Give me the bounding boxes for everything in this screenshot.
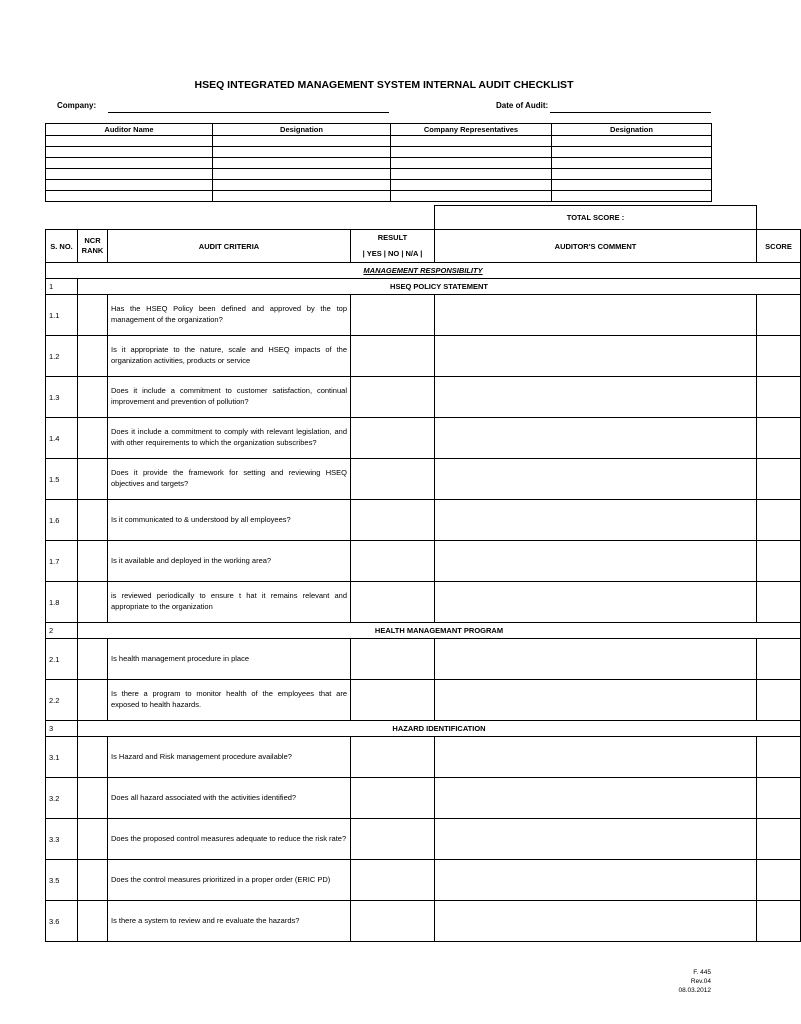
auditor-name-cell[interactable] [46,158,213,169]
auditor-row[interactable] [46,136,712,147]
section-title: HSEQ POLICY STATEMENT [78,279,801,295]
representative-cell[interactable] [391,169,552,180]
item-number: 1.1 [46,295,78,336]
checklist-item-row [46,500,801,541]
auditors-comment-cell[interactable] [435,778,757,819]
item-number: 3.2 [46,778,78,819]
auditor-table-header [46,124,712,136]
auditor-row[interactable] [46,147,712,158]
representative-designation-cell[interactable] [552,147,712,158]
auditors-comment-cell[interactable] [435,639,757,680]
item-number: 1.8 [46,582,78,623]
result-cell[interactable] [351,459,435,500]
auditor-name-cell[interactable] [46,191,213,202]
company-field[interactable] [108,112,389,113]
item-number: 1.3 [46,377,78,418]
score-cell[interactable] [757,901,801,942]
result-cell[interactable] [351,901,435,942]
item-number: 2.1 [46,639,78,680]
checklist-item-row [46,819,801,860]
ncr-rank-cell[interactable] [78,737,108,778]
audit-criteria-text: Does the control measures prioritized in a proper order (ERIC PD) [108,860,351,901]
management-responsibility-row [46,263,801,279]
sno-header: S. NO. [46,230,78,263]
audit-criteria-text: Is it appropriate to the nature, scale and HSEQ impacts of the organization activities, products or service [108,336,351,377]
section-title: HAZARD IDENTIFICATION [78,721,801,737]
ncr-rank-cell[interactable] [78,901,108,942]
ncr-rank-cell[interactable] [78,459,108,500]
representative-cell[interactable] [391,147,552,158]
result-cell[interactable] [351,336,435,377]
document-title: HSEQ INTEGRATED MANAGEMENT SYSTEM INTERNAL AUDIT CHECKLIST [194,79,574,91]
designation-cell[interactable] [213,158,391,169]
representative-cell[interactable] [391,158,552,169]
representative-designation-cell[interactable] [552,169,712,180]
representative-designation-header: Designation [552,124,712,136]
auditors-comment-cell[interactable] [435,901,757,942]
audit-criteria-text: Does it provide the framework for setting and reviewing HSEQ objectives and targets? [108,459,351,500]
checklist-header-row [46,230,801,263]
result-cell[interactable] [351,639,435,680]
total-score-row [46,206,801,230]
result-cell[interactable] [351,582,435,623]
audit-criteria-text: Does all hazard associated with the activities identified? [108,778,351,819]
auditor-name-header: Auditor Name [46,124,213,136]
auditors-comment-cell[interactable] [435,860,757,901]
auditors-comment-cell[interactable] [435,500,757,541]
section-title: HEALTH MANAGEMANT PROGRAM [78,623,801,639]
designation-cell[interactable] [213,147,391,158]
section-row [46,721,801,737]
checklist-item-row [46,377,801,418]
ncr-rank-cell[interactable] [78,295,108,336]
result-cell[interactable] [351,778,435,819]
auditor-name-cell[interactable] [46,136,213,147]
ncr-rank-cell[interactable] [78,639,108,680]
item-number: 3.6 [46,901,78,942]
revision-date: 08.03.2012 [678,987,711,994]
representative-designation-cell[interactable] [552,136,712,147]
form-number: F. 445 [693,969,711,976]
result-cell[interactable] [351,377,435,418]
result-cell[interactable] [351,680,435,721]
designation-cell[interactable] [213,136,391,147]
audit-criteria-text: Does the proposed control measures adequate to reduce the risk rate? [108,819,351,860]
audit-criteria-text: Has the HSEQ Policy been defined and approved by the top management of the organization? [108,295,351,336]
section-number: 3 [46,721,78,737]
auditors-comment-cell[interactable] [435,819,757,860]
ncr-rank-cell[interactable] [78,418,108,459]
result-cell[interactable] [351,500,435,541]
checklist-item-row [46,418,801,459]
form-footer [678,968,711,995]
ncr-rank-cell[interactable] [78,680,108,721]
ncr-rank-cell[interactable] [78,778,108,819]
result-cell[interactable] [351,541,435,582]
audit-criteria-text: Is there a system to review and re evaluate the hazards? [108,901,351,942]
item-number: 3.1 [46,737,78,778]
ncr-rank-header: NCR RANK [78,230,108,263]
auditors-comment-cell[interactable] [435,737,757,778]
auditors-comment-cell[interactable] [435,295,757,336]
audit-criteria-text: Is health management procedure in place [108,639,351,680]
result-cell[interactable] [351,295,435,336]
representative-cell[interactable] [391,136,552,147]
representative-cell[interactable] [391,191,552,202]
result-cell[interactable] [351,737,435,778]
audit-checklist-table [45,205,801,942]
section-row [46,623,801,639]
auditor-table [45,123,712,202]
ncr-rank-cell[interactable] [78,819,108,860]
audit-criteria-text: Does it include a commitment to comply with relevant legislation, and with other requirements to which the organization subscribes? [108,418,351,459]
score-cell[interactable] [757,336,801,377]
checklist-item-row [46,901,801,942]
auditors-comment-cell[interactable] [435,336,757,377]
representative-designation-cell[interactable] [552,180,712,191]
total-score-label: TOTAL SCORE : [435,206,757,230]
score-cell[interactable] [757,418,801,459]
score-cell[interactable] [757,737,801,778]
management-responsibility-title: MANAGEMENT RESPONSIBILITY [46,263,801,279]
representative-cell[interactable] [391,180,552,191]
auditor-row[interactable] [46,169,712,180]
checklist-item-row [46,582,801,623]
auditor-name-cell[interactable] [46,180,213,191]
designation-cell[interactable] [213,169,391,180]
auditors-comment-cell[interactable] [435,418,757,459]
ncr-rank-cell[interactable] [78,377,108,418]
audit-criteria-text: Is it available and deployed in the working area? [108,541,351,582]
ncr-rank-cell[interactable] [78,336,108,377]
designation-header: Designation [213,124,391,136]
auditor-row[interactable] [46,191,712,202]
designation-cell[interactable] [213,191,391,202]
company-label: Company: [57,101,97,110]
checklist-item-row [46,541,801,582]
audit-criteria-text: Is it communicated to & understood by all employees? [108,500,351,541]
audit-criteria-text: Is Hazard and Risk management procedure available? [108,737,351,778]
representative-designation-cell[interactable] [552,158,712,169]
item-number: 2.2 [46,680,78,721]
section-number: 1 [46,279,78,295]
auditor-name-cell[interactable] [46,169,213,180]
score-cell[interactable] [757,295,801,336]
checklist-item-row [46,639,801,680]
score-cell[interactable] [757,500,801,541]
auditor-name-cell[interactable] [46,147,213,158]
auditors-comment-cell[interactable] [435,680,757,721]
score-cell[interactable] [757,680,801,721]
audit-criteria-text: Does it include a commitment to customer satisfaction, continual improvement and prevention of pollution? [108,377,351,418]
designation-cell[interactable] [213,180,391,191]
item-number: 1.6 [46,500,78,541]
section-row [46,279,801,295]
result-cell[interactable] [351,860,435,901]
date-of-audit-field[interactable] [550,112,711,113]
result-label: RESULT [377,233,408,242]
audit-criteria-header: AUDIT CRITERIA [108,230,351,263]
auditors-comment-cell[interactable] [435,541,757,582]
score-cell[interactable] [757,377,801,418]
auditors-comment-cell[interactable] [435,377,757,418]
item-number: 1.5 [46,459,78,500]
result-cell[interactable] [351,819,435,860]
checklist-item-row [46,860,801,901]
item-number: 1.4 [46,418,78,459]
score-cell[interactable] [757,778,801,819]
item-number: 3.3 [46,819,78,860]
checklist-item-row [46,295,801,336]
item-number: 1.2 [46,336,78,377]
checklist-item-row [46,778,801,819]
score-header: SCORE [757,230,801,263]
score-cell[interactable] [757,582,801,623]
ncr-rank-cell[interactable] [78,860,108,901]
auditor-row[interactable] [46,180,712,191]
date-of-audit-label: Date of Audit: [496,101,549,110]
auditors-comment-cell[interactable] [435,582,757,623]
result-header [351,230,435,263]
item-number: 3.5 [46,860,78,901]
checklist-item-row [46,737,801,778]
checklist-item-row [46,336,801,377]
auditor-row[interactable] [46,158,712,169]
ncr-rank-cell[interactable] [78,541,108,582]
checklist-item-row [46,459,801,500]
section-number: 2 [46,623,78,639]
revision: Rev.04 [690,978,711,985]
result-cell[interactable] [351,418,435,459]
ncr-rank-cell[interactable] [78,500,108,541]
representative-designation-cell[interactable] [552,191,712,202]
auditors-comment-cell[interactable] [435,459,757,500]
audit-criteria-text: is reviewed periodically to ensure t hat it remains relevant and appropriate to the organization [108,582,351,623]
item-number: 1.7 [46,541,78,582]
score-cell[interactable] [757,860,801,901]
score-cell[interactable] [757,639,801,680]
result-options: | YES | NO | N/A | [362,249,423,258]
checklist-item-row [46,680,801,721]
score-cell[interactable] [757,819,801,860]
score-cell[interactable] [757,459,801,500]
score-cell[interactable] [757,541,801,582]
auditors-comment-header: AUDITOR'S COMMENT [435,230,757,263]
audit-criteria-text: Is there a program to monitor health of the employees that are exposed to health hazards. [108,680,351,721]
company-representatives-header: Company Representatives [391,124,552,136]
ncr-rank-cell[interactable] [78,582,108,623]
